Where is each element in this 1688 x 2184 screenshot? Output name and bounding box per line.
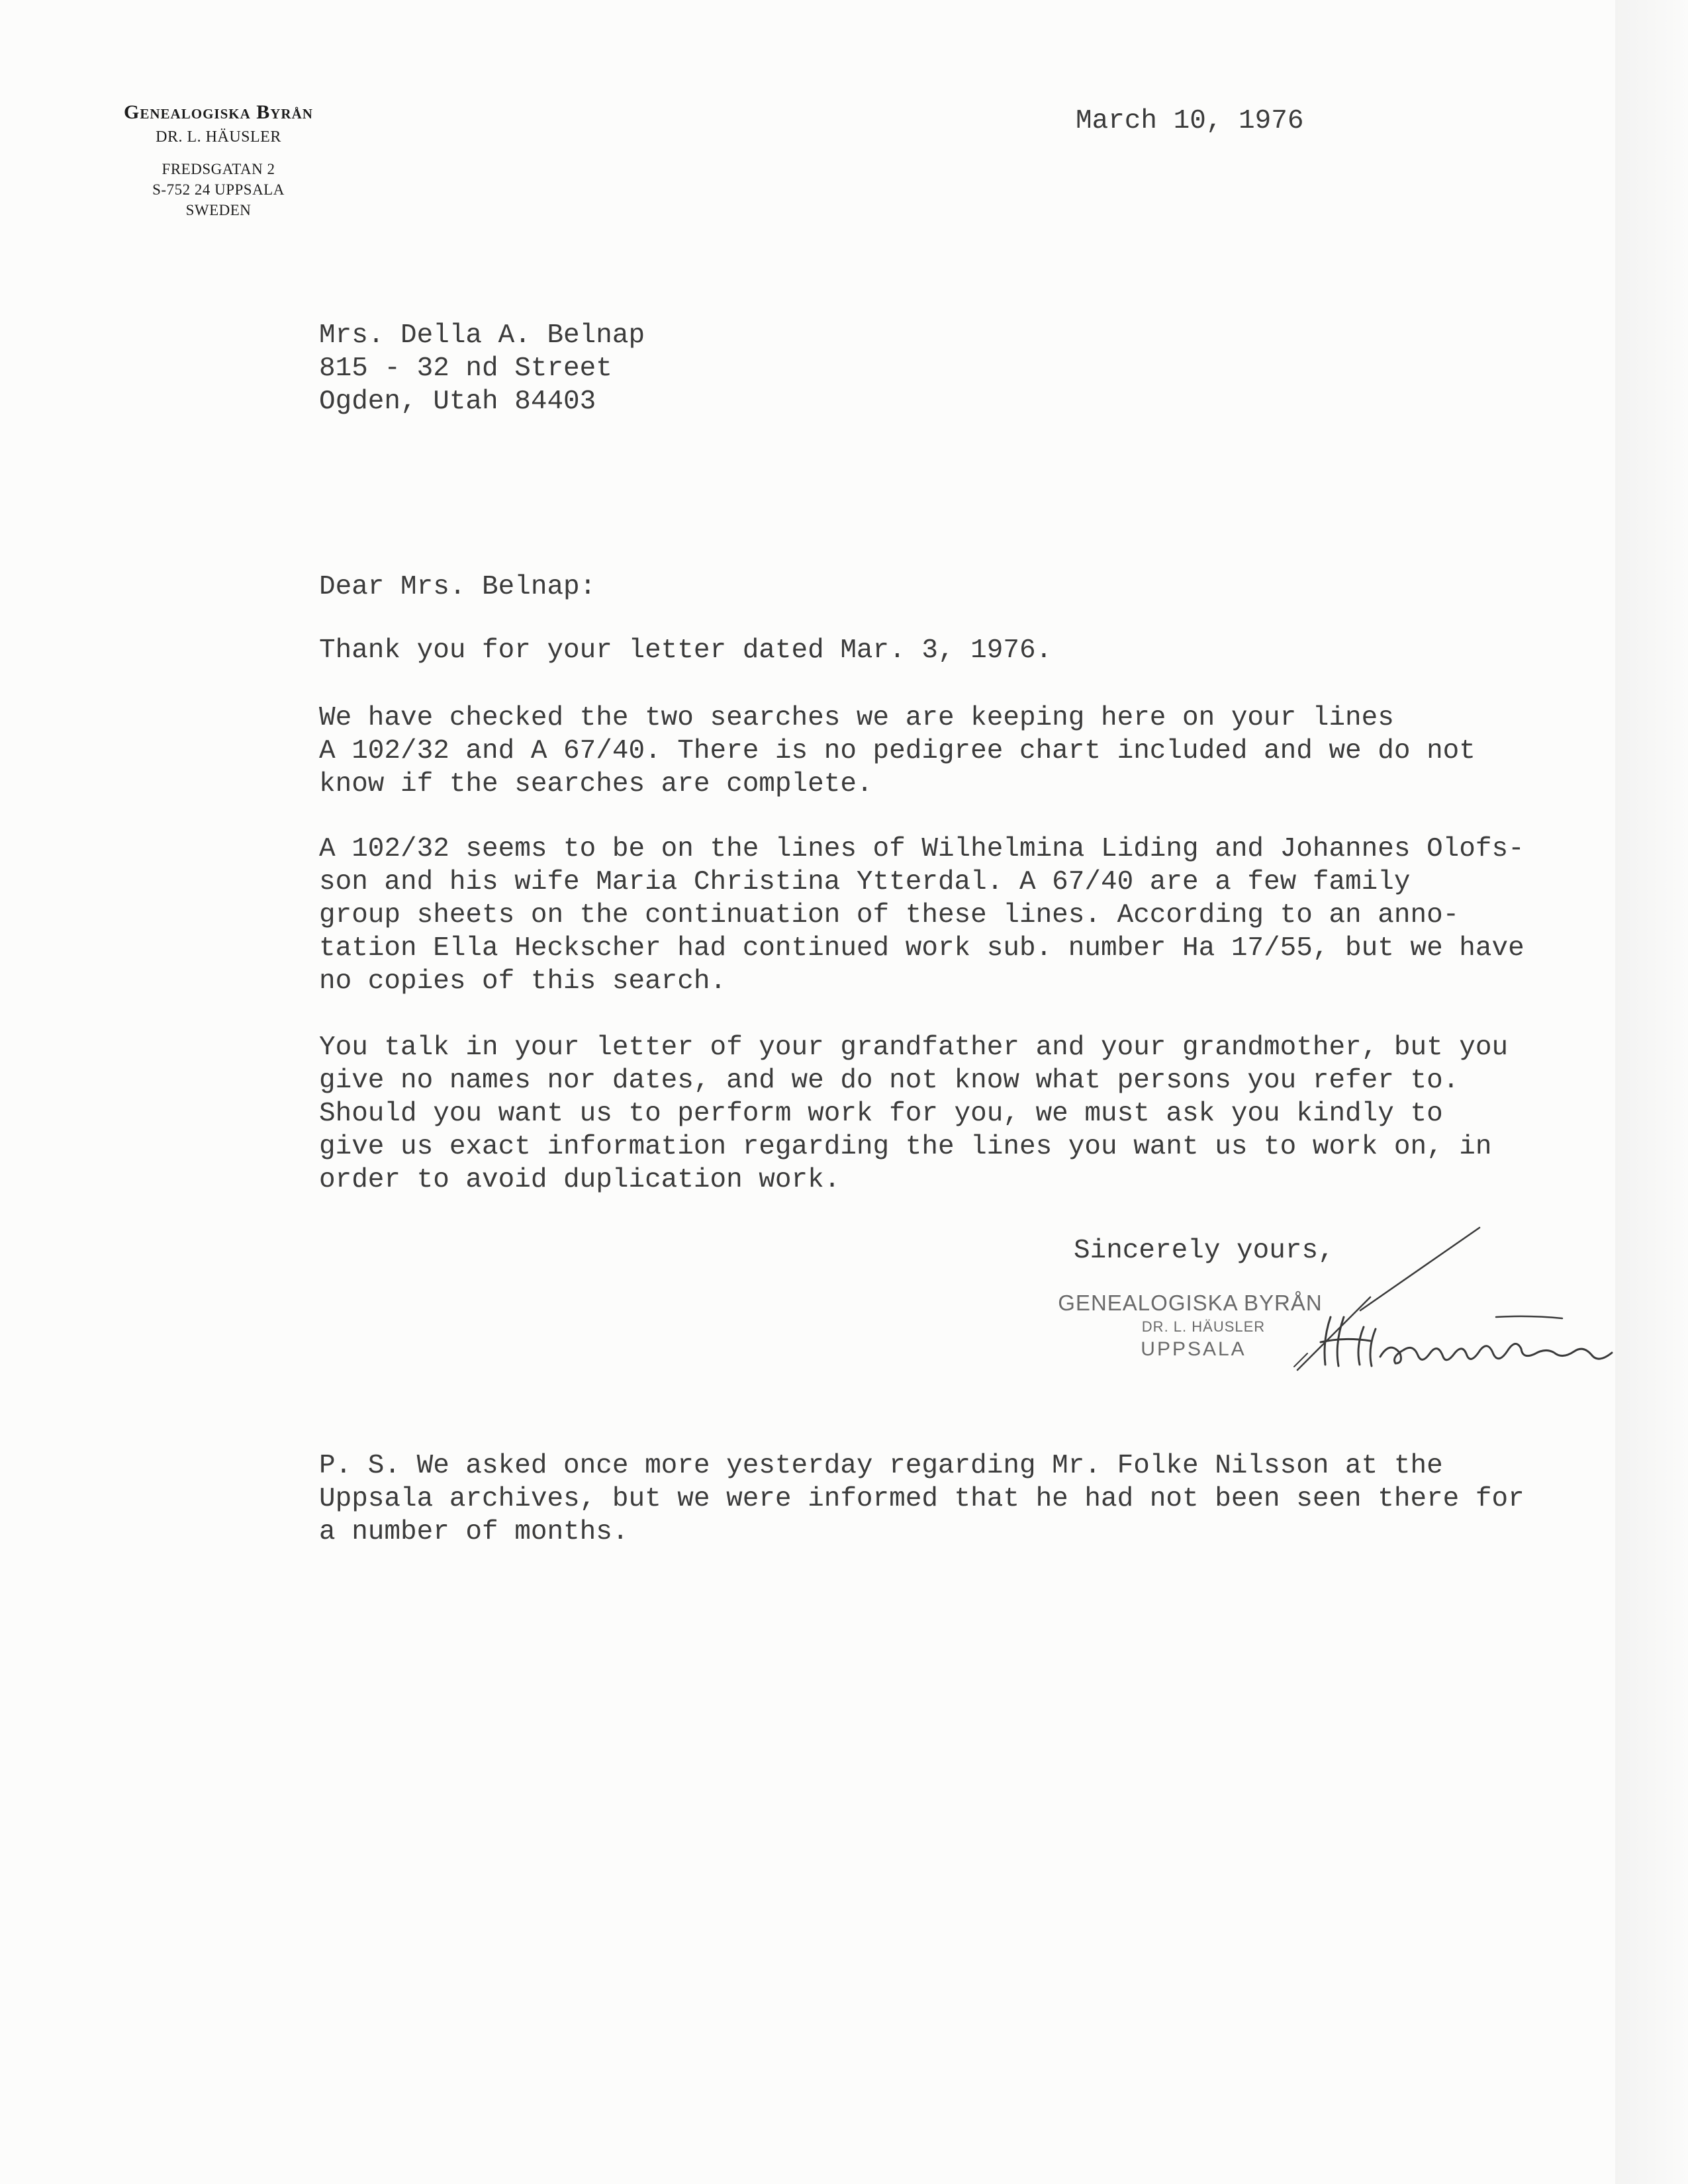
letterhead-address (93, 159, 344, 220)
body-paragraph: You talk in your letter of your grandfather and your grandmother, but you give no names nor dates, and we do not know what persons you refer to. Should you want us to perform work for you, we must ask you kindly to give us exact information regarding the lines you want us to work on, in order to avoid duplication work. (319, 1032, 1509, 1195)
letterhead-name: DR. L. HÄUSLER (156, 128, 281, 146)
postscript: P. S. We asked once more yesterday regarding Mr. Folke Nilsson at the Uppsala archives, but we were informed that he had not been seen there for a number of months. (319, 1451, 1524, 1547)
body-paragraph: We have checked the two searches we are keeping here on your lines A 102/32 and A 67/40. There is no pedigree chart included and we do not know if the searches are complete. (319, 703, 1476, 799)
salutation: Dear Mrs. Belnap: (319, 572, 596, 602)
handwritten-signature (1244, 1218, 1622, 1396)
stamp-name: DR. L. HÄUSLER (1141, 1318, 1266, 1335)
body-paragraph: A 102/32 seems to be on the lines of Wilhelmina Liding and Johannes Olofs- son and his wife Maria Christina Ytterdal. A 67/40 are a few family group sheets on the continuation of these lines. According to an anno- tation Ella Heckscher had continued work sub. number Ha 17/55, but we have no copies of this search. (319, 834, 1524, 997)
stamp-city: UPPSALA (1141, 1338, 1246, 1360)
paper-edge (1615, 0, 1688, 2184)
letterhead (93, 99, 344, 220)
recipient-line: 815 - 32 nd Street (319, 353, 612, 384)
letterhead-firm: Genealogiska Byrån (124, 101, 313, 123)
stamp-firm: GENEALOGISKA BYRÅN (1058, 1291, 1323, 1315)
letterhead-address-line: FREDSGATAN 2 (162, 161, 275, 177)
letter-date: March 10, 1976 (1076, 106, 1304, 136)
recipient-line: Mrs. Della A. Belnap (319, 320, 645, 351)
recipient-line: Ogden, Utah 84403 (319, 387, 596, 417)
closing: Sincerely yours, (1074, 1236, 1335, 1266)
recipient-address (319, 319, 645, 418)
body-paragraph: Thank you for your letter dated Mar. 3, 1976. (319, 635, 1053, 666)
letterhead-address-line: S-752 24 UPPSALA (152, 181, 285, 198)
letterhead-address-line: SWEDEN (185, 202, 252, 218)
